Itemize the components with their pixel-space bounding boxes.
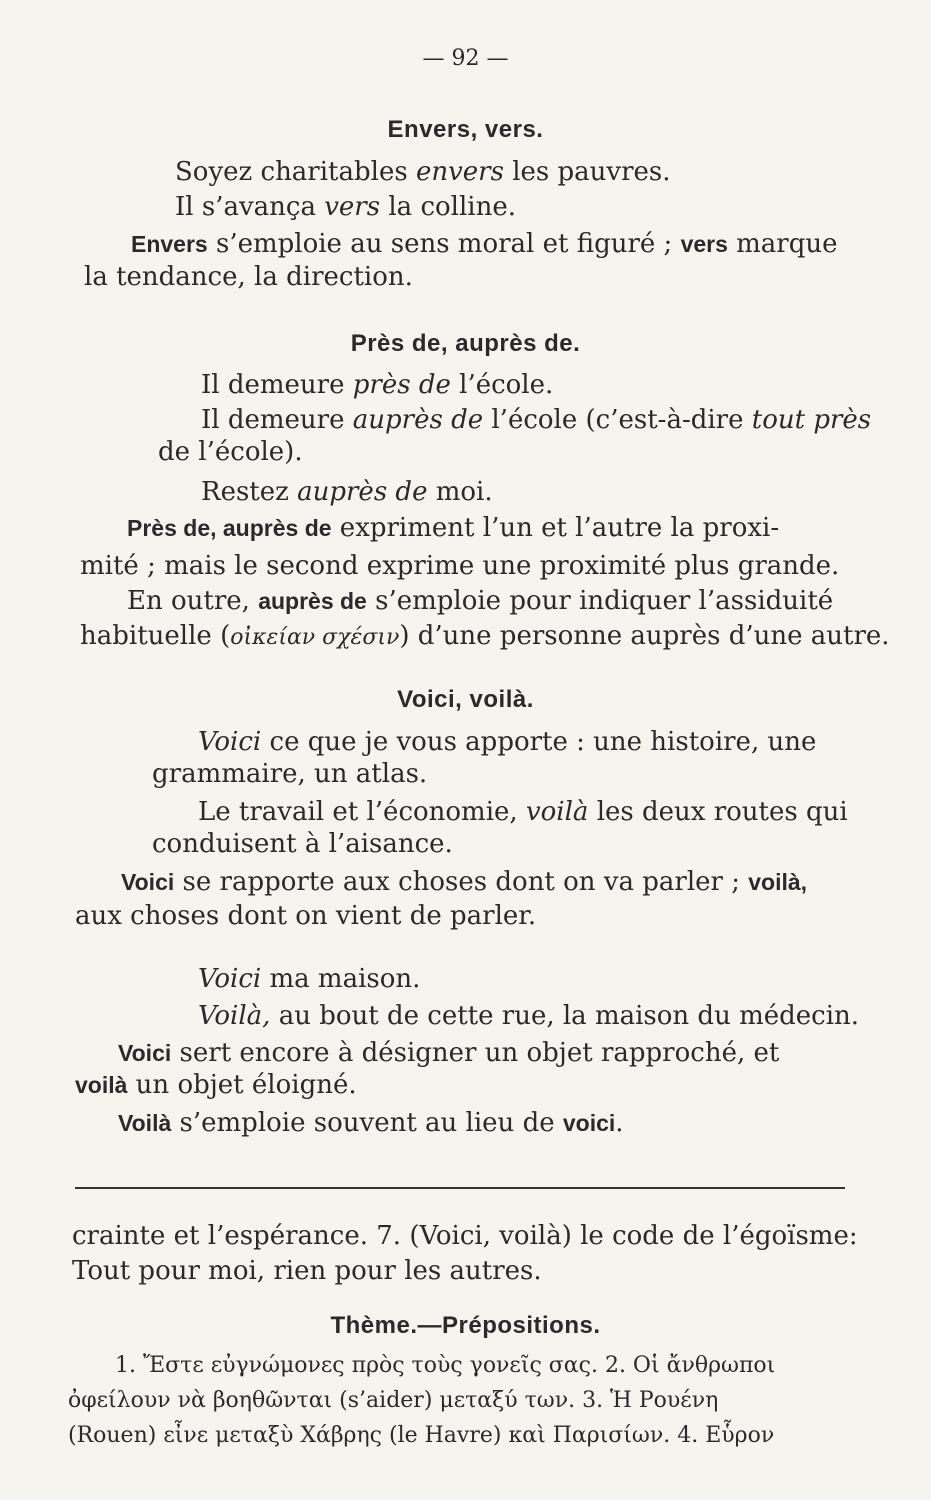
greek-line: ὀφείλουν νὰ βοηθῶνται (s’aider) μεταξύ των. 3. Ἡ Ρουένη: [68, 1388, 719, 1413]
footnote-divider: [75, 1187, 845, 1189]
greek-line: 1. Ἔστε εὐγνώμονες πρὸς τοὺς γονεῖς σας. 2. Οἱ ἄνθρωποι: [115, 1353, 776, 1378]
rule-line: mité ; mais le second exprime une proximité plus grande.: [80, 551, 840, 581]
heading-pres-de: Près de, auprès de.: [350, 330, 581, 357]
example-line: Soyez charitables envers les pauvres.: [175, 157, 671, 187]
example-line: conduisent à l’aisance.: [152, 829, 453, 859]
rule-line: voilà un objet éloigné.: [75, 1070, 357, 1100]
rule-line: Envers s’emploie au sens moral et figuré ; vers marque: [131, 229, 838, 259]
heading-voici-voila: Voici, voilà.: [397, 686, 534, 713]
heading-theme-prepositions: Thème.—Prépositions.: [330, 1312, 601, 1339]
rule-line: Près de, auprès de expriment l’un et l’autre la proxi-: [127, 513, 780, 543]
example-line: de l’école).: [158, 437, 303, 467]
example-line: Le travail et l’économie, voilà les deux routes qui: [198, 797, 848, 827]
rule-line: Voilà s’emploie souvent au lieu de voici.: [118, 1108, 624, 1138]
page-number: — 92 —: [422, 46, 509, 71]
exercise-line: crainte et l’espérance. 7. (Voici, voilà) le code de l’égoïsme:: [72, 1221, 858, 1251]
greek-line: (Rouen) εἶνε μεταξὺ Χάβρης (le Havre) καὶ Παρισίων. 4. Εὗρον: [68, 1423, 775, 1448]
example-line: Il s’avança vers la colline.: [175, 192, 516, 222]
example-line: Voici ce que je vous apporte : une histoire, une: [198, 727, 817, 757]
example-line: Voici ma maison.: [198, 964, 421, 994]
example-line: Voilà, au bout de cette rue, la maison du médecin.: [198, 1001, 860, 1031]
heading-envers-vers: Envers, vers.: [387, 116, 544, 143]
example-line: Il demeure près de l’école.: [201, 370, 554, 400]
rule-line: habituelle (οἰκείαν σχέσιν) d’une personne auprès d’une autre.: [80, 621, 890, 651]
exercise-line: Tout pour moi, rien pour les autres.: [72, 1256, 542, 1286]
example-line: Il demeure auprès de l’école (c’est-à-dire tout près: [201, 405, 872, 435]
rule-line: Voici se rapporte aux choses dont on va parler ; voilà,: [121, 867, 808, 897]
rule-line: Voici sert encore à désigner un objet rapproché, et: [118, 1038, 780, 1068]
rule-line: la tendance, la direction.: [84, 262, 413, 292]
example-line: Restez auprès de moi.: [201, 477, 493, 507]
rule-line: aux choses dont on vient de parler.: [75, 901, 537, 931]
rule-line: En outre, auprès de s’emploie pour indiquer l’assiduité: [127, 586, 834, 616]
example-line: grammaire, un atlas.: [152, 759, 428, 789]
